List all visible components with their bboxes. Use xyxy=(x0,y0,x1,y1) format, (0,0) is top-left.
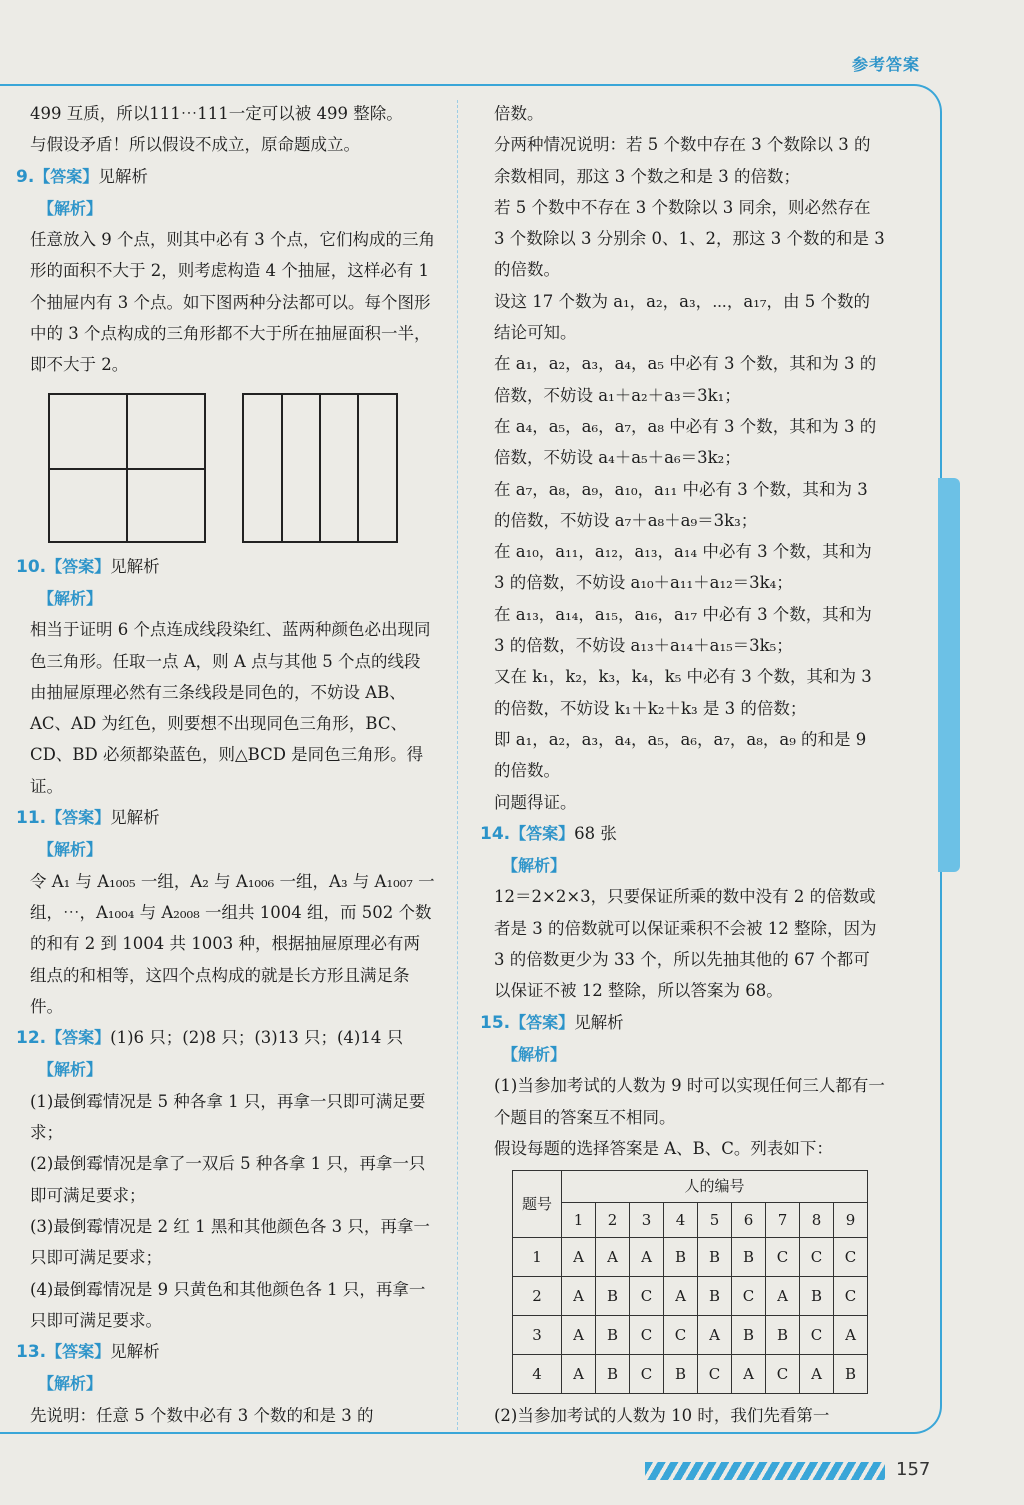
row-q: 3 xyxy=(513,1316,562,1355)
q11-jiexi xyxy=(30,834,436,865)
fig2-line-2 xyxy=(319,395,321,541)
cell: A xyxy=(766,1277,800,1316)
cell: B xyxy=(664,1355,698,1394)
cell: C xyxy=(630,1316,664,1355)
q11-tag: 【答案】 xyxy=(46,808,111,828)
q14-answer: 68 张 xyxy=(574,823,617,843)
cell: C xyxy=(834,1277,868,1316)
q11-answer: 见解析 xyxy=(110,808,160,828)
q14-jiexi-tag: 【解析】 xyxy=(502,856,567,876)
q15-p1: (1)当参加考试的人数为 9 时可以实现任何三人都有一个题目的答案互不相同。 xyxy=(494,1076,885,1127)
q15-answer-line xyxy=(480,1007,886,1039)
q9-number: 9. xyxy=(16,166,35,187)
q9-answer-line xyxy=(16,161,436,193)
column-divider xyxy=(457,100,458,1430)
cell: C xyxy=(800,1238,834,1277)
q9-text: 任意放入 9 个点，则其中必有 3 个点，它们构成的三角形的面积不大于 2，则考虑构造 4 个抽屉，这样必有 1 个抽屉内有 3 个点。如下图两种分法都可以。每个图形中的 3 个点构成的三角形都不大于所在抽屉面积一半，即不大于 2。 xyxy=(30,230,435,375)
q12-answer-line xyxy=(16,1022,436,1054)
cell: B xyxy=(596,1355,630,1394)
q15-p2: 假设每题的选择答案是 A、B、C。列表如下： xyxy=(494,1138,833,1158)
right-line-5: 在 a₁，a₂，a₃，a₄，a₅ 中必有 3 个数，其和为 3 的倍数，不妨设 a₁＋a₂＋a₃＝3k₁； xyxy=(494,354,877,405)
q15-number: 15. xyxy=(480,1012,511,1033)
right-column xyxy=(480,98,886,1432)
person-1: 1 xyxy=(562,1203,596,1238)
right-line-8: 在 a₁₀，a₁₁，a₁₂，a₁₃，a₁₄ 中必有 3 个数，其和为 3 的倍数，不妨设 a₁₀＋a₁₁＋a₁₂＝3k₄； xyxy=(494,542,872,593)
q14-jiexi xyxy=(494,850,886,881)
right-line-7: 在 a₇，a₈，a₉，a₁₀，a₁₁ 中必有 3 个数，其和为 3 的倍数，不妨设 a₇＋a₈＋a₉＝3k₃； xyxy=(494,479,868,530)
cell: C xyxy=(664,1316,698,1355)
cell: B xyxy=(732,1316,766,1355)
q15-tag: 【答案】 xyxy=(510,1012,575,1032)
person-4: 4 xyxy=(664,1203,698,1238)
q13-number: 13. xyxy=(16,1342,47,1363)
q12-jiexi xyxy=(30,1054,436,1085)
table-corner: 题号 xyxy=(513,1171,562,1238)
q13-tag: 【答案】 xyxy=(46,1342,111,1362)
q10-answer-line xyxy=(16,551,436,583)
cell: A xyxy=(664,1277,698,1316)
q9-answer: 见解析 xyxy=(98,166,148,186)
cell: B xyxy=(596,1277,630,1316)
cell: A xyxy=(800,1355,834,1394)
cell: A xyxy=(732,1355,766,1394)
person-7: 7 xyxy=(766,1203,800,1238)
q12-item-1: (1)最倒霉情况是 5 种各拿 1 只，再拿一只即可满足要求； xyxy=(30,1091,426,1143)
fig1-hline xyxy=(50,468,204,470)
q10-jiexi-tag: 【解析】 xyxy=(38,588,103,608)
cell: B xyxy=(800,1277,834,1316)
right-line-11: 即 a₁，a₂，a₃，a₄，a₅，a₆，a₇，a₈，a₉ 的和是 9 的倍数。 xyxy=(494,729,867,781)
cell: A xyxy=(562,1355,596,1394)
person-9: 9 xyxy=(834,1203,868,1238)
table-row xyxy=(513,1238,868,1277)
person-2: 2 xyxy=(596,1203,630,1238)
cell: A xyxy=(596,1238,630,1277)
q11-number: 11. xyxy=(16,808,47,829)
cell: B xyxy=(834,1355,868,1394)
cell: C xyxy=(766,1238,800,1277)
q10-jiexi xyxy=(30,583,436,614)
q11-answer-line xyxy=(16,802,436,834)
cell: A xyxy=(630,1238,664,1277)
table-row xyxy=(513,1316,868,1355)
side-tab xyxy=(938,478,960,872)
right-line-3: 若 5 个数中不存在 3 个数除以 3 同余，则必然存在 3 个数除以 3 分别余 0、1、2，那这 3 个数的和是 3 的倍数。 xyxy=(494,197,885,280)
cell: C xyxy=(834,1238,868,1277)
q13-jiexi-tag: 【解析】 xyxy=(38,1374,103,1394)
cell: A xyxy=(562,1238,596,1277)
right-line-2: 分两种情况说明：若 5 个数中存在 3 个数除以 3 的余数相同，那这 3 个数之和是 3 的倍数； xyxy=(494,135,871,186)
cell: C xyxy=(630,1277,664,1316)
footer-stripe xyxy=(645,1462,885,1480)
cell: A xyxy=(562,1277,596,1316)
right-line-6: 在 a₄，a₅，a₆，a₇，a₈ 中必有 3 个数，其和为 3 的倍数，不妨设 a₄＋a₅＋a₆＝3k₂； xyxy=(494,416,877,468)
cell: B xyxy=(732,1238,766,1277)
cell: C xyxy=(630,1355,664,1394)
row-q: 4 xyxy=(513,1355,562,1394)
cell: C xyxy=(766,1355,800,1394)
person-8: 8 xyxy=(800,1203,834,1238)
q15-jiexi xyxy=(494,1039,886,1070)
cell: B xyxy=(698,1238,732,1277)
person-3: 3 xyxy=(630,1203,664,1238)
right-line-1: 倍数。 xyxy=(494,104,544,123)
cell: C xyxy=(732,1277,766,1316)
q13-jiexi xyxy=(30,1368,436,1399)
page-number: 157 xyxy=(896,1459,931,1480)
q15-jiexi-tag: 【解析】 xyxy=(502,1044,567,1064)
q11-jiexi-tag: 【解析】 xyxy=(38,840,103,860)
q12-item-4: (4)最倒霉情况是 9 只黄色和其他颜色各 1 只，再拿一只即可满足要求。 xyxy=(30,1279,426,1330)
cell: A xyxy=(562,1316,596,1355)
q15-p3: (2)当参加考试的人数为 10 时，我们先看第一 xyxy=(494,1406,830,1426)
q9-tag: 【答案】 xyxy=(34,166,99,186)
cell: B xyxy=(766,1316,800,1355)
q15-answer: 见解析 xyxy=(574,1012,624,1032)
row-q: 1 xyxy=(513,1238,562,1277)
cell: A xyxy=(698,1316,732,1355)
q11-text: 令 A₁ 与 A₁₀₀₅ 一组，A₂ 与 A₁₀₀₆ 一组，A₃ 与 A₁₀₀₇ 一组，⋯，A₁₀₀₄ 与 A₂₀₀₈ 一组共 1004 组，而 502 个数的和有 2 到 1004 共 1003 种，根据抽屉原理必有两组点的和相等，这四个点构成的就是长方形且满足条件。 xyxy=(30,871,435,1016)
drawer-figures xyxy=(30,381,436,551)
table-group-header: 人的编号 xyxy=(562,1171,868,1203)
q12-item-2: (2)最倒霉情况是拿了一双后 5 种各拿 1 只，再拿一只即可满足要求； xyxy=(30,1154,426,1205)
text-499: 499 互质，所以111⋯111一定可以被 499 整除。 xyxy=(30,104,403,123)
q13-text: 先说明：任意 5 个数中必有 3 个数的和是 3 的 xyxy=(30,1405,374,1425)
para-499 xyxy=(30,98,436,129)
q12-answer: (1)6 只；(2)8 只；(3)13 只；(4)14 只 xyxy=(110,1028,404,1048)
right-line-10: 又在 k₁，k₂，k₃，k₄，k₅ 中必有 3 个数，其和为 3 的倍数，不妨设 k₁＋k₂＋k₃ 是 3 的倍数； xyxy=(494,667,872,718)
q12-jiexi-tag: 【解析】 xyxy=(38,1060,103,1080)
q9-jiexi-tag: 【解析】 xyxy=(38,198,103,218)
right-line-9: 在 a₁₃，a₁₄，a₁₅，a₁₆，a₁₇ 中必有 3 个数，其和为 3 的倍数，不妨设 a₁₃＋a₁₄＋a₁₅＝3k₅； xyxy=(494,604,872,656)
cell: B xyxy=(698,1277,732,1316)
q14-tag: 【答案】 xyxy=(510,823,575,843)
cell: A xyxy=(834,1316,868,1355)
right-line-12: 问题得证。 xyxy=(494,792,577,812)
q14-text: 12＝2×2×3，只要保证所乘的数中没有 2 的倍数或者是 3 的倍数就可以保证乘积不会被 12 整除，因为 3 的倍数更少为 33 个，所以先抽其他的 67 个都可以保证不被 12 整除，所以答案为 68。 xyxy=(494,887,877,1001)
para-contradiction: 与假设矛盾！所以假设不成立，原命题成立。 xyxy=(30,135,360,155)
q10-answer: 见解析 xyxy=(110,556,160,576)
q9-jiexi xyxy=(30,193,436,224)
cell: B xyxy=(664,1238,698,1277)
q14-number: 14. xyxy=(480,823,511,844)
left-column xyxy=(16,98,436,1431)
q14-answer-line xyxy=(480,818,886,850)
table-row xyxy=(513,1355,868,1394)
q12-number: 12. xyxy=(16,1028,47,1049)
q12-tag: 【答案】 xyxy=(46,1028,111,1048)
q10-number: 10. xyxy=(16,556,47,577)
q10-tag: 【答案】 xyxy=(46,556,111,576)
figure-four-squares xyxy=(48,393,206,543)
answer-table xyxy=(512,1170,868,1394)
figure-four-strips xyxy=(242,393,398,543)
right-line-4: 设这 17 个数为 a₁，a₂，a₃，⋯，a₁₇，由 5 个数的结论可知。 xyxy=(494,291,870,343)
person-5: 5 xyxy=(698,1203,732,1238)
header-title: 参考答案 xyxy=(851,55,920,74)
cell: C xyxy=(698,1355,732,1394)
fig2-line-3 xyxy=(357,395,359,541)
cell: C xyxy=(800,1316,834,1355)
fig2-line-1 xyxy=(281,395,283,541)
table-row xyxy=(513,1277,868,1316)
q10-text: 相当于证明 6 个点连成线段染红、蓝两种颜色必出现同色三角形。任取一点 A，则 A 点与其他 5 个点的线段由抽屉原理必然有三条线段是同色的，不妨设 AB、AC、AD 为红色，则要想不出现同色三角形，BC、CD、BD 必须都染蓝色，则△BCD 是同色三角形。得证。 xyxy=(30,620,431,796)
row-q: 2 xyxy=(513,1277,562,1316)
q13-answer-line xyxy=(16,1336,436,1368)
cell: B xyxy=(596,1316,630,1355)
q13-answer: 见解析 xyxy=(110,1342,160,1362)
person-6: 6 xyxy=(732,1203,766,1238)
q12-item-3: (3)最倒霉情况是 2 红 1 黑和其他颜色各 3 只，再拿一只即可满足要求； xyxy=(30,1216,430,1268)
